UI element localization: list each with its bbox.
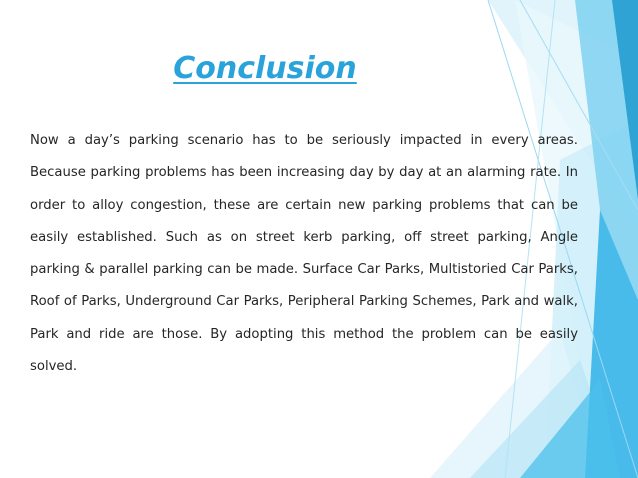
slide-title: Conclusion — [173, 51, 357, 86]
conclusion-paragraph: Now a day’s parking scenario has to be seriously impacted in every areas. Because parking problems has been increasing day by day at an alarming rate. In order to alloy congestion, these are certain new parking problems that can be easily established. Such as on street kerb parking, off street parking, Angle parking & parallel parking can be made. Surface Car Parks, Multistoried Car Parks, Roof of Parks, Underground Car Parks, Peripheral Parking Schemes, Park and walk, Park and ride are those. By adopting this method the problem can be easily solved. — [30, 133, 578, 375]
